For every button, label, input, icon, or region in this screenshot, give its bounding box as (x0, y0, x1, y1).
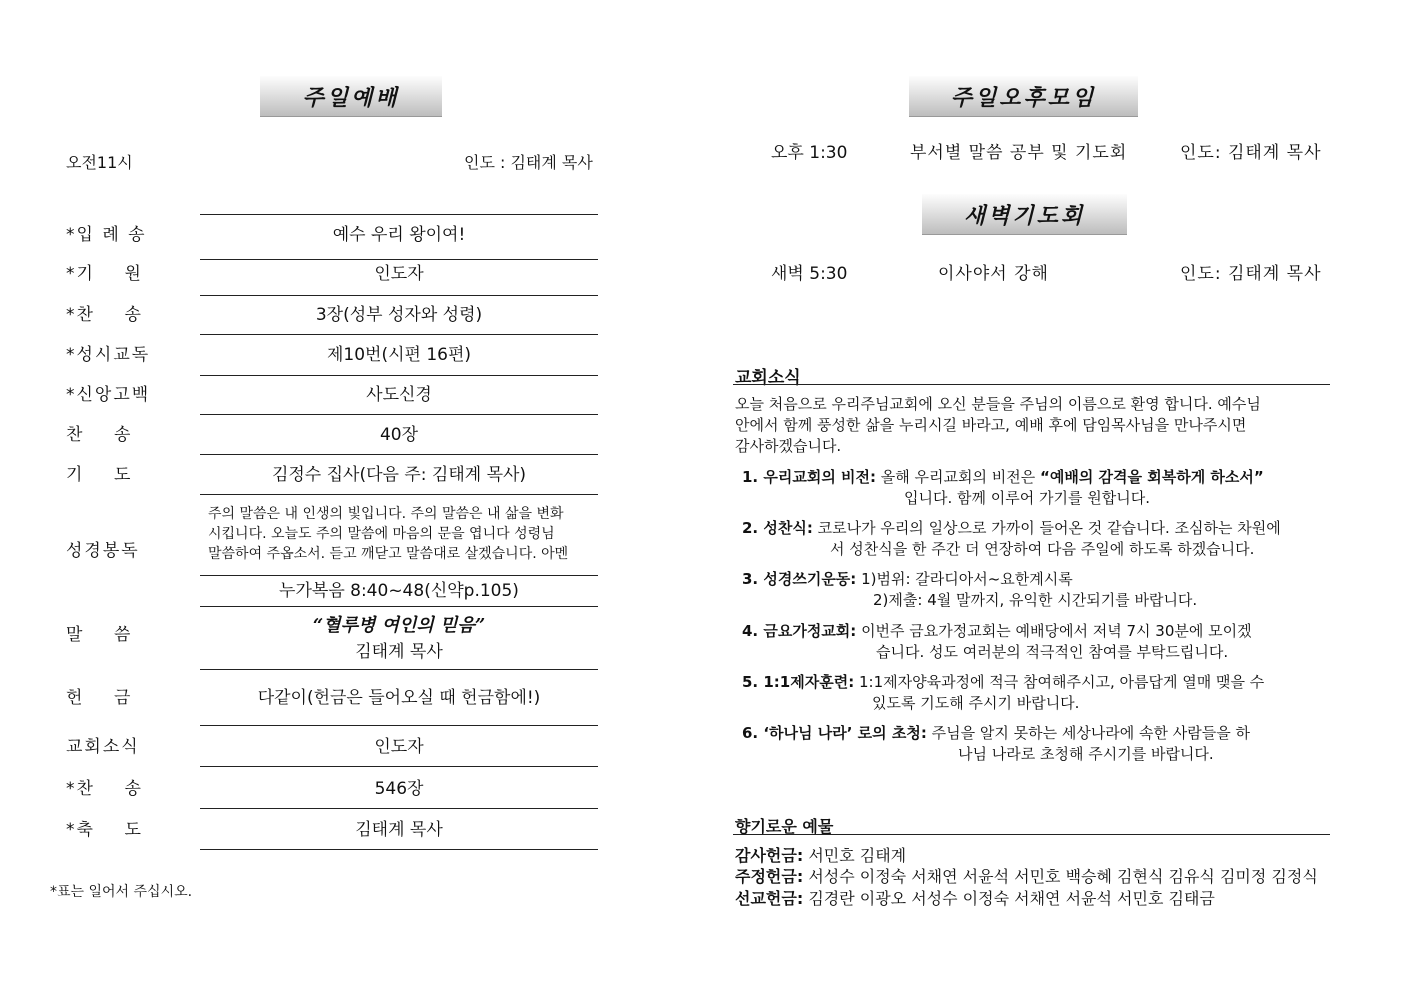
order-value: 3장(성부 성자와 성령) (315, 305, 483, 325)
order-label: *성시교독 (66, 345, 151, 365)
sermon-preacher: 김태계 목사 (355, 642, 443, 662)
order-divider (200, 606, 598, 607)
news-item-emphasis: “예배의 감격을 회복하게 하소서” (1040, 468, 1264, 486)
news-item (742, 672, 1264, 693)
order-label: *입 례 송 (66, 225, 147, 245)
order-divider (200, 575, 598, 576)
order-label: *찬 송 (66, 779, 143, 799)
reading-prayer-line: 주의 말씀은 내 인생의 빛입니다. 주의 말씀은 내 삶을 변화 (208, 506, 564, 522)
order-value: 제10번(시편 16편) (326, 345, 472, 365)
order-label: 성경봉독 (66, 541, 140, 561)
reading-prayer-line: 시킵니다. 오늘도 주의 말씀에 마음의 문을 엽니다 성령님 (208, 526, 555, 542)
order-label: *기 원 (66, 264, 143, 284)
dawn-title: 새벽기도회 (922, 194, 1127, 235)
scripture-reading: 누가복음 8:40~48(신약p.105) (279, 581, 519, 601)
standing-footnote: *표는 일어서 주십시오. (50, 884, 193, 900)
order-value: 김태계 목사 (355, 820, 443, 840)
news-item-text: 1)범위: 갈라디아서~요한계시록 (856, 570, 1073, 588)
news-intro-line: 감사하겠습니다. (735, 437, 842, 455)
order-value: 다같이(헌금은 들어오실 때 헌금함에!) (257, 688, 541, 708)
news-rule (733, 384, 1330, 385)
order-value: 인도자 (374, 264, 424, 284)
order-label: 찬 송 (66, 425, 133, 445)
order-divider (200, 414, 598, 415)
offering-row (735, 843, 906, 866)
afternoon-time: 오후 1:30 (771, 143, 848, 163)
worship-time: 오전11시 (66, 153, 133, 172)
offering-row (735, 886, 1215, 909)
news-item-text: 올해 우리교회의 비전은 (876, 468, 1040, 486)
offering-row (735, 864, 1318, 887)
offering-label: 감사헌금: (735, 846, 804, 865)
sermon-title: “혈루병 여인의 믿음” (312, 615, 486, 636)
afternoon-content: 부서별 말씀 공부 및 기도회 (910, 143, 1128, 163)
order-label: 말 씀 (66, 625, 133, 645)
news-item-head: 5. 1:1제자훈련: (742, 673, 855, 691)
order-label: *신앙고백 (66, 385, 151, 405)
order-value: 김정수 집사(다음 주: 김태계 목사) (271, 465, 527, 485)
news-item (742, 518, 1281, 539)
news-item-head: 3. 성경쓰기운동: (742, 570, 857, 588)
offering-label: 선교헌금: (735, 889, 804, 908)
order-label: 기 도 (66, 465, 133, 485)
news-intro (735, 394, 1330, 457)
news-intro-line: 오늘 처음으로 우리주님교회에 오신 분들을 주님의 이름으로 환영 합니다. 예수님 (735, 395, 1261, 413)
dawn-leader: 인도: 김태계 목사 (1180, 264, 1322, 284)
order-value: 40장 (379, 425, 419, 445)
order-value: 사도신경 (366, 385, 432, 405)
news-item-text: 주님을 알지 못하는 세상나라에 속한 사람들을 하 (926, 724, 1251, 742)
offering-names: 서민호 김태계 (803, 846, 907, 865)
news-item-text: 1:1제자양육과정에 적극 참여해주시고, 아름답게 열매 맺을 수 (854, 673, 1265, 691)
dawn-content: 이사야서 강해 (938, 264, 1049, 284)
news-item-head: 2. 성찬식: (742, 519, 813, 537)
dawn-time: 새벽 5:30 (771, 264, 848, 284)
news-item-continuation: 습니다. 성도 여러분의 적극적인 참여를 부탁드립니다. (876, 643, 1229, 661)
order-divider (200, 214, 598, 215)
news-item-continuation: 서 성찬식을 한 주간 더 연장하여 다음 주일에 하도록 하겠습니다. (830, 540, 1255, 558)
news-item-continuation: 나님 나라로 초청해 주시기를 바랍니다. (958, 745, 1214, 763)
news-item-continuation: 입니다. 함께 이루어 가기를 원합니다. (904, 489, 1150, 507)
worship-leader: 인도 : 김태계 목사 (464, 153, 593, 172)
offering-names: 서성수 이정숙 서채연 서윤석 서민호 백승혜 김현식 김유식 김미정 김정식 (803, 867, 1318, 886)
offering-names: 김경란 이광오 서성수 이정숙 서채연 서윤석 서민호 김태금 (803, 889, 1215, 908)
news-item-head: 1. 우리교회의 비전: (742, 468, 877, 486)
order-divider (200, 334, 598, 335)
news-item-continuation: 2)제출: 4월 말까지, 유익한 시간되기를 바랍니다. (873, 591, 1198, 609)
news-item-head: 4. 금요가정교회: (742, 622, 857, 640)
afternoon-title: 주일오후모임 (909, 76, 1138, 117)
reading-prayer-line: 말씀하여 주옵소서. 듣고 깨닫고 말씀대로 살겠습니다. 아멘 (208, 546, 569, 562)
reading-prayer (208, 504, 592, 564)
news-item (742, 467, 1264, 488)
news-item-text: 이번주 금요가정교회는 예배당에서 저녁 7시 30분에 모이겠 (856, 622, 1252, 640)
offerings-title: 향기로운 예물 (735, 817, 834, 836)
news-intro-line: 안에서 함께 풍성한 삶을 누리시길 바라고, 예배 후에 담임목사님을 만나주시면 (735, 416, 1247, 434)
order-label: *찬 송 (66, 305, 143, 325)
worship-title: 주일예배 (260, 76, 442, 117)
order-label: 헌 금 (66, 688, 133, 708)
news-item-text: 코로나가 우리의 일상으로 가까이 들어온 것 같습니다. 조심하는 차원에 (812, 519, 1281, 537)
order-value: 인도자 (374, 737, 424, 757)
order-label: *축 도 (66, 820, 143, 840)
news-title: 교회소식 (735, 368, 801, 388)
offerings-rule (733, 834, 1330, 835)
order-label: 교회소식 (66, 737, 140, 757)
afternoon-leader: 인도: 김태계 목사 (1180, 143, 1322, 163)
news-item-head: 6. ‘하나님 나라’ 로의 초청: (742, 724, 927, 742)
order-divider (200, 454, 598, 455)
news-item (742, 569, 1073, 590)
offering-label: 주정헌금: (735, 867, 804, 886)
news-item (742, 621, 1252, 642)
news-item-continuation: 있도록 기도해 주시기 바랍니다. (872, 694, 1080, 712)
order-divider (200, 494, 598, 495)
order-value: 546장 (374, 779, 424, 799)
news-item (742, 723, 1250, 744)
order-value: 예수 우리 왕이여! (332, 225, 466, 245)
